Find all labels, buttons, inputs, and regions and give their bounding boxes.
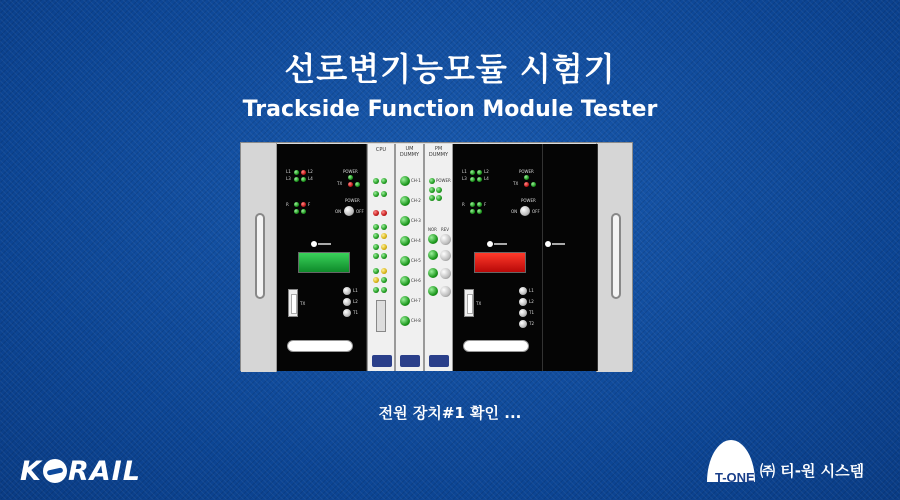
power-switch[interactable]: [520, 206, 530, 216]
pm-nor-led: [428, 250, 438, 260]
korail-letter-l: L: [122, 456, 141, 487]
led-green: [436, 195, 442, 201]
korail-letter-k: K: [20, 456, 42, 487]
um-ch2-label: CH-2: [411, 198, 421, 203]
led-green: [373, 287, 379, 293]
cpu-card-logo: [372, 355, 392, 367]
module-logo: [311, 241, 331, 247]
um-ch5-led: [400, 256, 410, 266]
um-dummy-card[interactable]: [395, 144, 424, 371]
led-green: [470, 209, 475, 214]
um-ch8-led: [400, 316, 410, 326]
led-green: [477, 177, 482, 182]
led-green: [436, 187, 442, 193]
um-ch7-led: [400, 296, 410, 306]
rack-ear-right: [596, 143, 632, 372]
korail-letter-a: A: [89, 456, 112, 487]
led-red: [381, 210, 387, 216]
korail-letter-r: R: [67, 456, 90, 487]
led-green: [373, 244, 379, 250]
led-red: [301, 202, 306, 207]
test-switch[interactable]: [288, 289, 298, 317]
power-label: POWER: [343, 169, 358, 174]
label-t1: T1: [529, 310, 534, 315]
led-green: [373, 268, 379, 274]
label-t1: T1: [353, 310, 358, 315]
led-green: [429, 195, 435, 201]
module-logo: [545, 241, 565, 247]
led-green: [373, 178, 379, 184]
label-t2: T2: [529, 321, 534, 326]
led-green: [294, 177, 299, 182]
status-message: 전원 장치#1 확인 ...: [378, 404, 522, 422]
label-l1: L1: [529, 288, 534, 293]
label-r: R: [462, 202, 465, 207]
led-yellow: [381, 233, 387, 239]
led-green: [531, 182, 536, 187]
um-ch6-led: [400, 276, 410, 286]
um-ch4-led: [400, 236, 410, 246]
led-red: [373, 210, 379, 216]
led-green: [381, 287, 387, 293]
pm-label-line1: PM: [434, 146, 443, 152]
rack-handle-right[interactable]: [611, 213, 621, 299]
um-ch8-label: CH-8: [411, 318, 421, 323]
led-green: [301, 209, 306, 214]
label-tx: TX: [476, 301, 482, 306]
indicator-lamp: [519, 309, 527, 317]
label-tx: TX: [337, 181, 343, 186]
pm-dummy-card[interactable]: [424, 144, 453, 371]
label-tx: TX: [300, 301, 306, 306]
led-green: [381, 178, 387, 184]
power-led: [348, 175, 353, 180]
um-card-logo: [400, 355, 420, 367]
led-green: [355, 182, 360, 187]
pm-nor-led: [428, 234, 438, 244]
test-switch[interactable]: [464, 289, 474, 317]
cpu-connector: [376, 300, 386, 332]
um-ch2-led: [400, 196, 410, 206]
module-handle-bar[interactable]: [287, 340, 353, 352]
led-green: [381, 253, 387, 259]
led-green: [477, 202, 482, 207]
indicator-lamp: [519, 320, 527, 328]
led-yellow: [373, 277, 379, 283]
um-ch1-led: [400, 176, 410, 186]
label-l2: L2: [308, 169, 313, 174]
led-green: [429, 187, 435, 193]
rack-handle-left[interactable]: [255, 213, 265, 299]
led-green: [477, 170, 482, 175]
um-ch7-label: CH-7: [411, 298, 421, 303]
pm-nor-led: [428, 286, 438, 296]
korail-letter-i: I: [111, 456, 123, 487]
led-green: [373, 233, 379, 239]
led-green: [294, 170, 299, 175]
led-green: [373, 224, 379, 230]
label-l1: L1: [286, 169, 291, 174]
pm-rev-lamp: [440, 234, 451, 245]
cpu-card[interactable]: [367, 144, 395, 371]
pm-rev-label: REV: [441, 227, 450, 232]
um-ch3-label: CH-3: [411, 218, 421, 223]
indicator-lamp: [519, 298, 527, 306]
um-ch4-label: CH-4: [411, 238, 421, 243]
pm-rev-lamp: [440, 250, 451, 261]
led-green: [381, 191, 387, 197]
um-ch1-label: CH-1: [411, 178, 421, 183]
power-switch[interactable]: [344, 206, 354, 216]
led-green: [470, 177, 475, 182]
label-l4: L4: [308, 176, 313, 181]
tone-logo-text: T-ONE: [715, 470, 755, 485]
pm-nor-label: NOR: [428, 227, 437, 232]
pm-rev-lamp: [440, 286, 451, 297]
module-handle-bar[interactable]: [463, 340, 529, 352]
cpu-label: CPU: [375, 147, 387, 153]
led-green: [294, 202, 299, 207]
module-logo: [487, 241, 507, 247]
led-green: [470, 170, 475, 175]
indicator-lamp: [343, 287, 351, 295]
function-module-2[interactable]: [453, 144, 543, 371]
label-tx: TX: [513, 181, 519, 186]
label-off: OFF: [532, 209, 540, 214]
pm-nor-led: [428, 268, 438, 278]
led-green: [381, 277, 387, 283]
power-led: [524, 175, 529, 180]
label-r: R: [286, 202, 289, 207]
led-green: [470, 202, 475, 207]
led-yellow: [381, 244, 387, 250]
label-l4: L4: [484, 176, 489, 181]
indicator-lamp: [519, 287, 527, 295]
led-green: [294, 209, 299, 214]
indicator-lamp: [343, 309, 351, 317]
tx-led: [348, 182, 353, 187]
label-l3: L3: [286, 176, 291, 181]
label-l1: L1: [353, 288, 358, 293]
label-l3: L3: [462, 176, 467, 181]
pm-card-logo: [429, 355, 449, 367]
label-l2: L2: [484, 169, 489, 174]
power-label: POWER: [519, 169, 534, 174]
label-on: ON: [335, 209, 342, 214]
pm-rev-lamp: [440, 268, 451, 279]
label-l1: L1: [462, 169, 467, 174]
indicator-lamp: [343, 298, 351, 306]
page-title-english: Trackside Function Module Tester: [242, 97, 658, 122]
rack-ear-left: [241, 143, 277, 372]
pm-power-led: [429, 178, 435, 184]
tx-led: [524, 182, 529, 187]
label-f: F: [308, 202, 311, 207]
um-ch3-led: [400, 216, 410, 226]
empty-slot[interactable]: [543, 144, 598, 371]
power-label: POWER: [345, 198, 360, 203]
label-l2: L2: [353, 299, 358, 304]
power-label: POWER: [521, 198, 536, 203]
module-display-green: [298, 252, 350, 273]
label-l2: L2: [529, 299, 534, 304]
module-display-red: [474, 252, 526, 273]
um-ch6-label: CH-6: [411, 278, 421, 283]
um-label-line2: DUMMY: [399, 152, 420, 158]
pm-label-line2: DUMMY: [428, 152, 449, 158]
label-f: F: [484, 202, 487, 207]
led-red: [301, 170, 306, 175]
led-yellow: [381, 268, 387, 274]
led-green: [301, 177, 306, 182]
label-off: OFF: [356, 209, 364, 214]
led-green: [381, 224, 387, 230]
led-green: [373, 191, 379, 197]
korail-logo: [20, 455, 170, 489]
function-module-1[interactable]: [277, 144, 367, 371]
um-label-line1: UM: [405, 146, 414, 152]
module-rack: [240, 142, 633, 371]
pm-label: [425, 146, 452, 158]
um-ch5-label: CH-5: [411, 258, 421, 263]
led-green: [477, 209, 482, 214]
led-green: [373, 253, 379, 259]
pm-power-label: POWER: [436, 178, 451, 183]
page-title-korean: 선로변기능모듈 시험기: [284, 50, 616, 88]
um-label: [396, 146, 423, 158]
tone-logo: [703, 440, 759, 492]
label-on: ON: [511, 209, 518, 214]
company-name: ㈜ 티-원 시스템: [760, 462, 865, 480]
korail-emblem-icon: [43, 459, 67, 483]
